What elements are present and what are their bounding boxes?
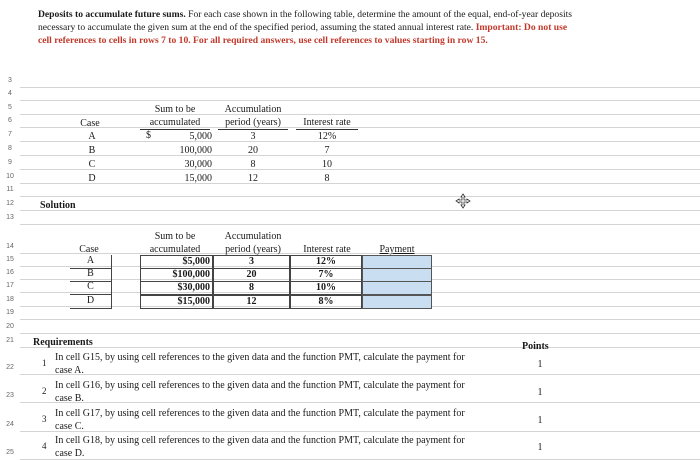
- problem-body: For each case shown in the following table, determine the amount of the equal, end-of-year deposits necessary to accumulate the given sum at the end of the specified period, assuming the stated annual interest rate.: [38, 9, 573, 33]
- row-number[interactable]: 17: [6, 282, 14, 289]
- given-sum-cell[interactable]: 15,000: [184, 173, 212, 184]
- solution-period-cell[interactable]: 8: [213, 281, 290, 295]
- solution-rate-header: Interest rate: [303, 244, 351, 255]
- requirement-line: In cell G17, by using cell references to the given data and the function PMT, calculate the payment for: [55, 408, 465, 419]
- payment-input-cell[interactable]: [362, 281, 432, 295]
- row-number[interactable]: 10: [6, 173, 14, 180]
- requirements-label: Requirements: [33, 337, 93, 348]
- row-number[interactable]: 5: [8, 104, 12, 111]
- solution-case-header: Case: [79, 244, 99, 255]
- solution-period-cell[interactable]: 20: [213, 268, 290, 282]
- requirement-number: 3: [42, 414, 47, 424]
- requirement-points: 1: [537, 387, 543, 398]
- given-sum-cell[interactable]: 5,000: [189, 131, 212, 142]
- solution-case-cell[interactable]: C: [70, 281, 112, 295]
- given-sum-header-2: accumulated: [140, 116, 210, 130]
- grid-line: [20, 333, 700, 334]
- grid-line: [20, 347, 700, 348]
- requirement-text: [55, 434, 505, 460]
- row-number[interactable]: 12: [6, 200, 14, 207]
- solution-sum-cell[interactable]: $15,000: [140, 295, 213, 309]
- given-sum-header-1: Sum to be: [154, 104, 196, 115]
- row-number[interactable]: 18: [6, 296, 14, 303]
- solution-case-cell[interactable]: B: [70, 268, 112, 282]
- requirement-number: 1: [42, 358, 47, 368]
- solution-rate-cell[interactable]: 8%: [290, 295, 362, 309]
- given-case-cell[interactable]: C: [88, 159, 96, 170]
- row-number[interactable]: 20: [6, 323, 14, 330]
- points-header: Points: [522, 341, 549, 352]
- grid-line: [20, 155, 700, 156]
- row-number[interactable]: 23: [6, 392, 14, 399]
- row-number[interactable]: 25: [6, 449, 14, 456]
- row-number[interactable]: 21: [6, 337, 14, 344]
- solution-sum-cell[interactable]: $5,000: [140, 255, 213, 269]
- grid-line: [20, 87, 700, 88]
- grid-line: [20, 141, 700, 142]
- given-period-header-1: Accumulation: [224, 104, 282, 115]
- solution-period-header-1: Accumulation: [224, 231, 282, 242]
- given-case-cell[interactable]: A: [88, 131, 96, 142]
- requirement-line: case B.: [55, 393, 84, 404]
- move-cursor-icon: [455, 193, 471, 209]
- grid-line: [20, 253, 700, 254]
- solution-period-cell[interactable]: 3: [213, 255, 290, 269]
- given-rate-cell[interactable]: 7: [324, 145, 330, 156]
- grid-line: [20, 319, 700, 320]
- row-number[interactable]: 24: [6, 421, 14, 428]
- row-number[interactable]: 8: [8, 145, 12, 152]
- grid-line: [20, 224, 700, 225]
- requirement-text: [55, 379, 505, 405]
- given-period-cell[interactable]: 20: [248, 145, 258, 156]
- given-case-header: Case: [80, 118, 100, 129]
- requirement-line: case D.: [55, 448, 85, 459]
- solution-sum-cell[interactable]: $100,000: [140, 268, 213, 282]
- row-number[interactable]: 22: [6, 364, 14, 371]
- row-number[interactable]: 14: [6, 243, 14, 250]
- solution-label: Solution: [40, 200, 76, 211]
- given-rate-cell[interactable]: 10: [322, 159, 332, 170]
- row-number[interactable]: 19: [6, 309, 14, 316]
- row-number[interactable]: 15: [6, 256, 14, 263]
- solution-rate-cell[interactable]: 10%: [290, 281, 362, 295]
- solution-case-cell[interactable]: D: [70, 295, 112, 309]
- given-sum-cell[interactable]: 30,000: [184, 159, 212, 170]
- given-case-cell[interactable]: D: [88, 173, 96, 184]
- given-period-cell[interactable]: 3: [250, 131, 256, 142]
- given-period-cell[interactable]: 12: [248, 173, 258, 184]
- given-currency-symbol: $: [146, 130, 151, 141]
- solution-sum-cell[interactable]: $30,000: [140, 281, 213, 295]
- solution-sum-header-1: Sum to be: [154, 231, 196, 242]
- solution-payment-header: Payment: [379, 244, 415, 255]
- solution-rate-cell[interactable]: 7%: [290, 268, 362, 282]
- grid-line: [20, 114, 700, 115]
- requirement-number: 4: [42, 441, 47, 451]
- row-number[interactable]: 6: [8, 117, 12, 124]
- grid-line: [20, 196, 700, 197]
- solution-case-cell[interactable]: A: [70, 255, 112, 269]
- important-note: Important: Do not use cell references to cells in rows 7 to 10. For all required answers, use cell references to values starting in row 15.: [38, 22, 568, 46]
- row-number[interactable]: 3: [8, 77, 12, 84]
- requirement-line: In cell G15, by using cell references to the given data and the function PMT, calculate the payment for: [55, 352, 465, 363]
- requirement-line: In cell G18, by using cell references to the given data and the function PMT, calculate the payment for: [55, 435, 465, 446]
- requirement-line: In cell G16, by using cell references to the given data and the function PMT, calculate the payment for: [55, 380, 465, 391]
- requirement-text: [55, 407, 505, 433]
- problem-title: Deposits to accumulate future sums.: [38, 9, 186, 20]
- given-rate-cell[interactable]: 12%: [317, 131, 337, 142]
- given-rate-header: Interest rate: [296, 116, 358, 130]
- solution-sum-header-2: accumulated: [149, 244, 201, 255]
- grid-line: [20, 100, 700, 101]
- requirement-points: 1: [537, 442, 543, 453]
- solution-period-header-2: period (years): [225, 244, 281, 255]
- problem-statement: [38, 8, 578, 47]
- requirement-points: 1: [537, 359, 543, 370]
- payment-input-cell[interactable]: [362, 255, 432, 269]
- row-number[interactable]: 13: [6, 214, 14, 221]
- given-sum-cell[interactable]: 100,000: [179, 145, 212, 156]
- row-number[interactable]: 7: [8, 131, 12, 138]
- requirement-text: [55, 351, 505, 377]
- solution-rate-cell[interactable]: 12%: [290, 255, 362, 269]
- row-number[interactable]: 11: [6, 186, 14, 193]
- requirement-number: 2: [42, 386, 47, 396]
- given-case-cell[interactable]: B: [88, 145, 96, 156]
- row-number[interactable]: 9: [8, 159, 12, 166]
- grid-line: [20, 127, 700, 128]
- requirement-line: case C.: [55, 421, 84, 432]
- requirement-points: 1: [537, 415, 543, 426]
- grid-line: [20, 210, 700, 211]
- given-period-header-2: period (years): [218, 116, 288, 130]
- given-period-cell[interactable]: 8: [250, 159, 256, 170]
- payment-input-cell[interactable]: [362, 268, 432, 282]
- row-number[interactable]: 4: [8, 90, 12, 97]
- grid-line: [20, 169, 700, 170]
- grid-line: [20, 183, 700, 184]
- given-rate-cell[interactable]: 8: [324, 173, 330, 184]
- solution-period-cell[interactable]: 12: [213, 295, 290, 309]
- payment-input-cell[interactable]: [362, 295, 432, 309]
- row-number[interactable]: 16: [6, 269, 14, 276]
- requirement-line: case A.: [55, 365, 84, 376]
